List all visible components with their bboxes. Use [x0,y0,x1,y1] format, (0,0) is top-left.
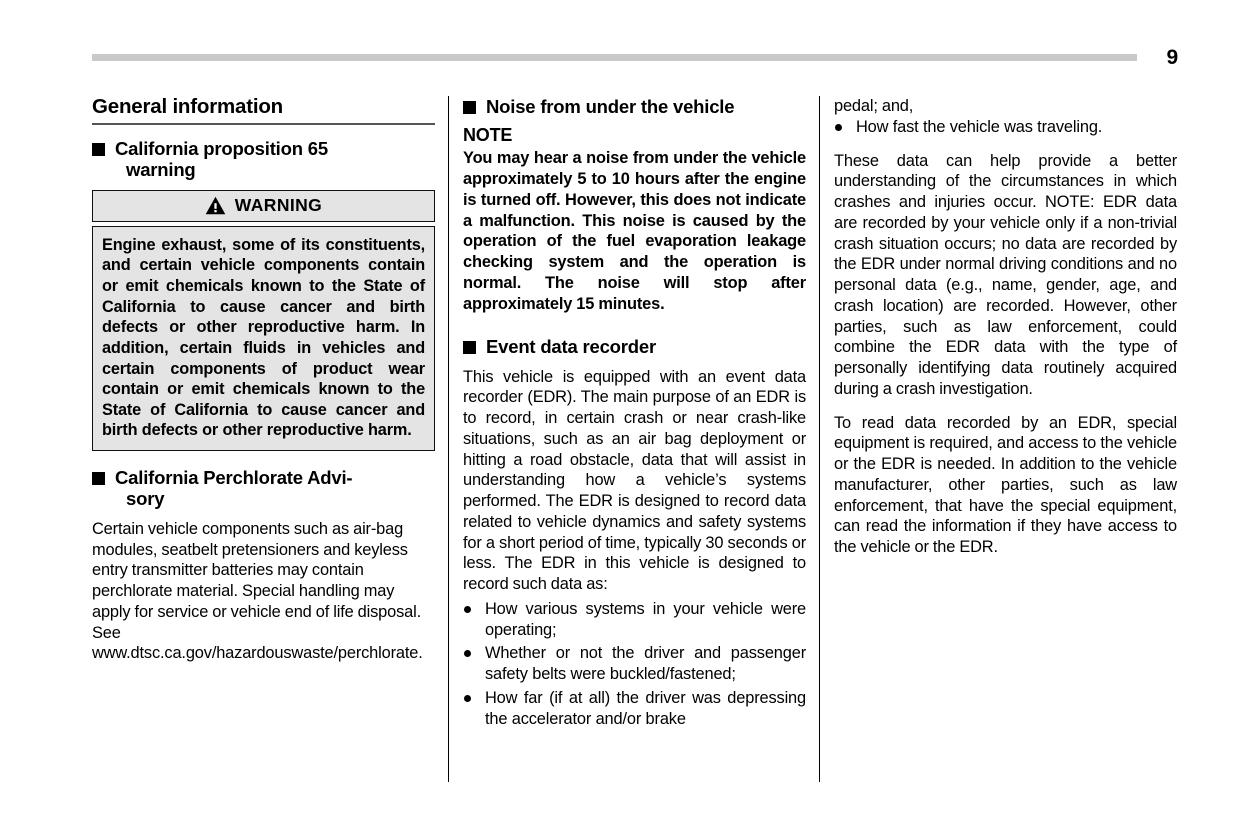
perchlorate-heading-line1: California Perchlorate Advi- [115,466,353,488]
list-item [463,688,806,730]
warning-box-header [92,190,435,222]
subsection-heading-noise [463,96,806,117]
warning-label: WARNING [234,195,323,216]
page-columns [92,96,1178,786]
bullet-dot-icon [464,695,471,702]
bullet-dot-icon [835,124,842,131]
warning-triangle-icon [205,196,226,215]
right-paragraph-1: These data can help provide a better understanding of the circumstances in which crashes and injuries occur. NOTE: EDR data are recorded by your vehicle only if a non-trivial crash situation occurs; no data are recorded by the EDR under normal driving conditions and no personal data (e.g., name, gender, age, and crash location) are recorded. However, other parties, such as law enforcement, could combine the EDR data with the type of personally identifying data routinely acquired during a crash investigation. [834,151,1177,398]
square-bullet-icon [463,101,476,114]
perchlorate-heading-line2: sory [126,488,165,510]
edr-heading-text: Event data recorder [486,336,656,358]
right-paragraph-2: To read data recorded by an EDR, special equipment is required, and access to the vehicle or the EDR is needed. In addition to the vehicle manufacturer, other parties, such as law enforcement, that have the special equipment, can read the information if they have access to the vehicle or the EDR. [834,413,1177,556]
subsection-heading-edr [463,336,806,357]
note-label: NOTE [463,125,513,146]
edr-body-text: This vehicle is equipped with an event data recorder (EDR). The main purpose of an EDR is to record, in certain crash or near crash-like situations, such as an air bag deployment or hitting a road obstacle, data that will assist in understanding how a vehicle’s systems performed. The EDR is designed to record data related to vehicle dynamics and safety systems for a short period of time, typically 30 seconds or less. The EDR in this vehicle is designed to record such data as: [463,367,806,594]
list-item [463,599,806,641]
list-item-text: How far (if at all) the driver was depressing the accelerator and/or brake [485,688,806,728]
warning-box-body [92,226,435,451]
page-title: General information [92,95,283,118]
list-item-text: Whether or not the driver and passenger safety belts were buckled/fastened; [485,644,806,684]
bullet-dot-icon [464,606,471,613]
prop65-heading-line1: California proposition 65 [115,137,328,159]
list-item-text: How fast the vehicle was traveling. [856,117,1103,136]
list-item-text: How various systems in your vehicle were operating; [485,599,806,639]
header-rule [92,54,1137,61]
noise-heading-text: Noise from under the vehicle [486,96,735,117]
warning-box [92,190,435,451]
list-item [834,117,1177,138]
page-number: 9 [1166,46,1178,69]
column-divider-1 [448,96,449,782]
edr-bullet-list [463,599,806,730]
right-bullet-list [834,117,1177,138]
title-underline [92,123,435,125]
perchlorate-body-text: Certain vehicle components such as air-bag modules, seatbelt pretensioners and keyless entry transmitter batteries may contain perchlorate material. Special handling may apply for service or vehicle end of life disposal. See www.dtsc.ca.gov/hazardouswaste/perchlorate. [92,519,423,663]
subsection-heading-perchlorate-text [115,467,352,510]
middle-column [463,96,806,786]
subsection-heading-perchlorate [92,467,435,510]
noise-body-text: You may hear a noise from under the vehicle approximately 5 to 10 hours after the engine is turned off. However, this does not indicate a malfunction. This noise is caused by the operation of the fuel evaporation leakage checking system and the operation is normal. The noise will stop after approximately 15 minutes. [463,149,806,313]
column-gap-1 [435,96,463,786]
right-column [834,96,1177,786]
page-header [92,46,1178,74]
list-item [463,643,806,685]
column-gap-2 [806,96,834,786]
bullet-dot-icon [464,650,471,657]
continuation-text: pedal; and, [834,97,914,115]
prop65-heading-line2: warning [126,159,196,181]
subsection-heading-prop65 [92,138,435,181]
square-bullet-icon [92,472,105,485]
square-bullet-icon [463,341,476,354]
warning-text: Engine exhaust, some of its constituents, and certain vehicle components contain or emit chemicals known to the State of California to cause cancer and birth defects or other reproductive harm. In addition, certain fluids in vehicles and certain components of product wear contain or emit chemicals known to the State of California to cause cancer and birth defects or other reproductive harm. [102,235,425,440]
left-column [92,96,435,786]
square-bullet-icon [92,143,105,156]
subsection-heading-prop65-text [115,138,328,181]
column-divider-2 [819,96,820,782]
